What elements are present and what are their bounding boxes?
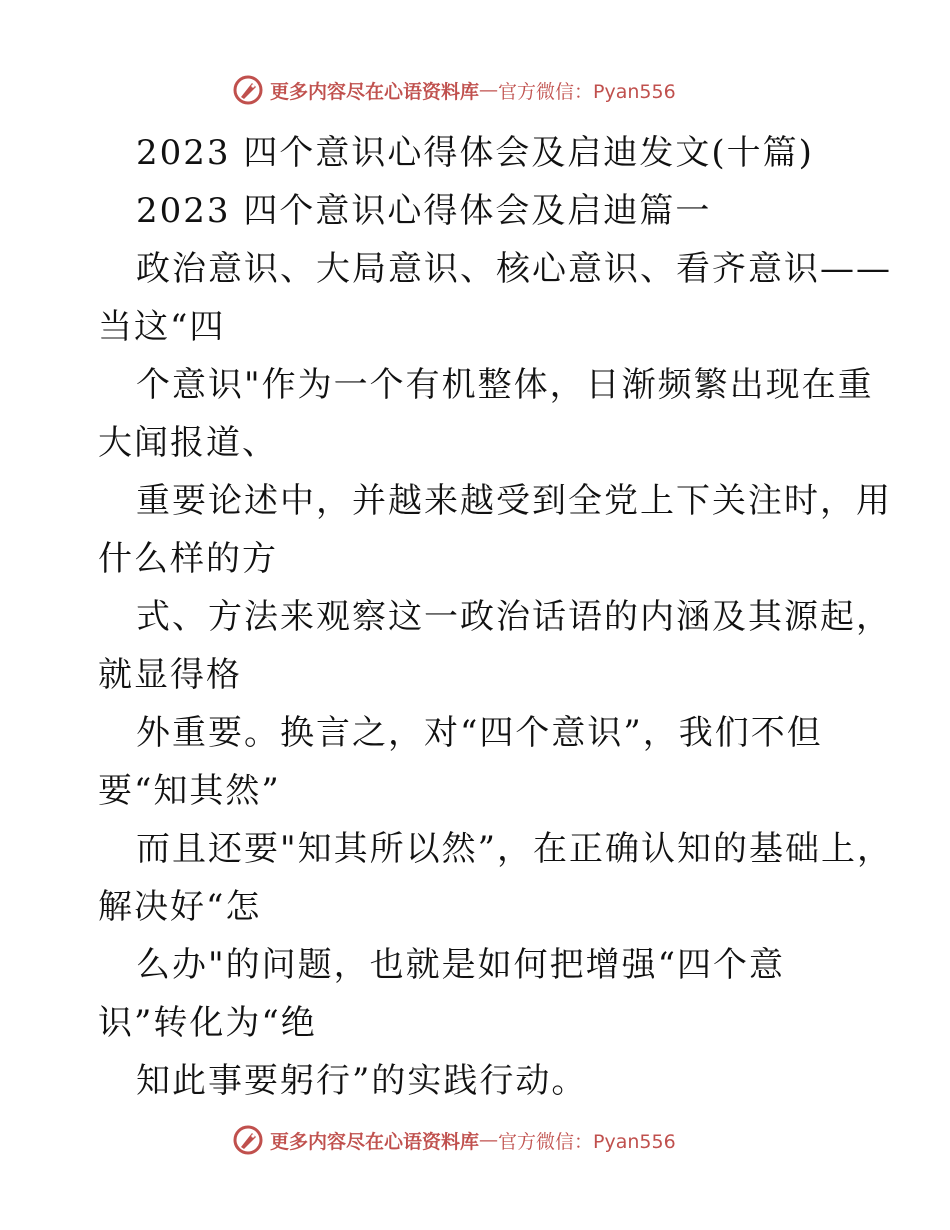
footer-banner bbox=[232, 1120, 792, 1160]
banner-separator: — bbox=[479, 79, 499, 101]
section-heading: 2023 四个意识心得体会及启迪篇一 bbox=[136, 191, 712, 231]
paragraph-line: 重要论述中，并越来越受到全党上下关注时，用 bbox=[136, 481, 892, 521]
paragraph-line: 外重要。换言之，对“四个意识”，我们不但 bbox=[136, 713, 823, 753]
banner-brand-text: 更多内容尽在心语资料库 bbox=[270, 80, 480, 103]
document-body bbox=[0, 124, 950, 1110]
paragraph-line: 大闻报道、 bbox=[98, 423, 278, 463]
paragraph-line: 而且还要"知其所以然”，在正确认知的基础上， bbox=[136, 829, 894, 869]
paragraph-line: 个意识"作为一个有机整体，日渐频繁出现在重 bbox=[136, 365, 874, 405]
banner-wechat-text: 官方微信：Pyan556 bbox=[498, 1130, 676, 1153]
pen-nib-circle-icon bbox=[232, 74, 264, 106]
paragraph-line: 么办"的问题，也就是如何把增强“四个意 bbox=[136, 945, 786, 985]
banner-separator: — bbox=[479, 1129, 499, 1151]
paragraph-line: 知此事要躬行”的实践行动。 bbox=[136, 1061, 588, 1101]
document-title: 2023 四个意识心得体会及启迪发文(十篇) bbox=[136, 133, 814, 173]
pen-nib-circle-icon bbox=[232, 1124, 264, 1156]
paragraph-line: 要“知其然” bbox=[98, 771, 281, 811]
header-banner bbox=[232, 70, 792, 110]
banner-brand-text: 更多内容尽在心语资料库 bbox=[270, 1130, 480, 1153]
paragraph-line: 式、方法来观察这一政治话语的内涵及其源起， bbox=[136, 597, 892, 637]
paragraph-line: 解决好“怎 bbox=[98, 887, 262, 927]
paragraph-line: 就显得格 bbox=[98, 655, 242, 695]
paragraph-line: 政治意识、大局意识、核心意识、看齐意识—— bbox=[136, 249, 892, 289]
paragraph-line: 当这“四 bbox=[98, 307, 226, 347]
paragraph-line: 什么样的方 bbox=[98, 539, 278, 579]
banner-wechat-text: 官方微信：Pyan556 bbox=[498, 80, 676, 103]
paragraph-line: 识”转化为“绝 bbox=[98, 1003, 317, 1043]
